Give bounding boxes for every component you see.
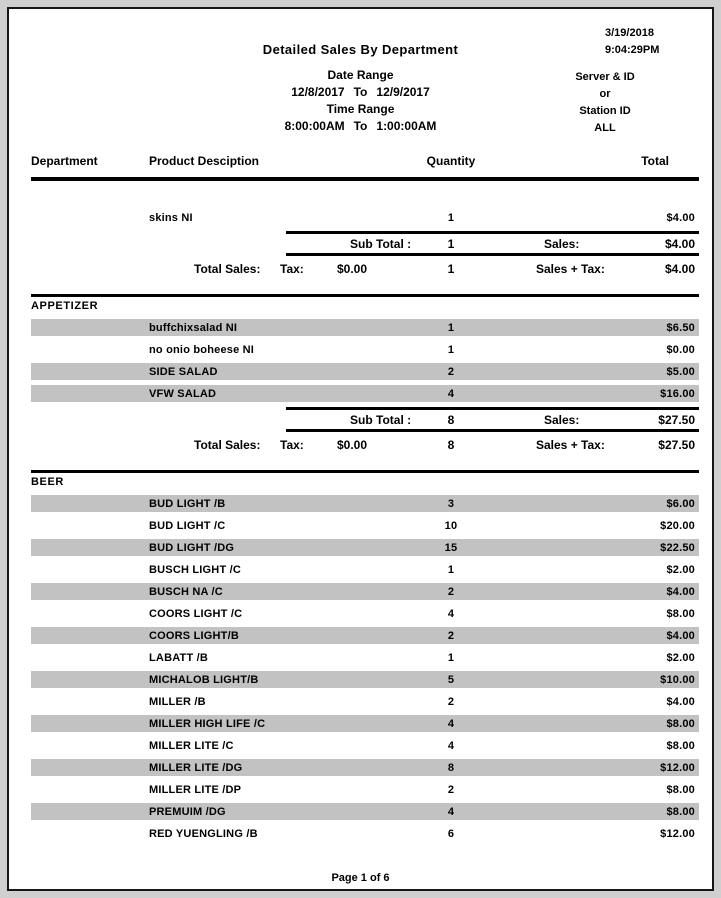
product-total: $4.00 xyxy=(666,211,695,224)
product-row xyxy=(31,693,699,710)
product-total: $5.00 xyxy=(666,365,695,378)
product-row xyxy=(31,561,699,578)
product-row xyxy=(31,583,699,600)
total-quantity: 8 xyxy=(447,438,455,452)
product-row xyxy=(31,495,699,512)
time-range-label: Time Range xyxy=(326,102,395,116)
product-total: $8.00 xyxy=(666,783,695,796)
or-label: or xyxy=(599,88,611,100)
product-row xyxy=(31,737,699,754)
header-rule xyxy=(31,177,699,181)
product-quantity: 15 xyxy=(444,541,458,554)
product-total: $8.00 xyxy=(666,739,695,752)
product-row xyxy=(31,825,699,842)
sales-plus-tax-amount: $27.50 xyxy=(658,438,695,452)
product-rows xyxy=(31,209,699,226)
subtotal-block xyxy=(31,407,699,456)
report-sections xyxy=(9,209,712,842)
product-name: MILLER /B xyxy=(149,695,206,708)
product-name: skins NI xyxy=(149,211,193,224)
product-rows xyxy=(31,495,699,842)
product-name: BUD LIGHT /DG xyxy=(149,541,235,554)
product-total: $8.00 xyxy=(666,805,695,818)
report-title: Detailed Sales By Department xyxy=(262,42,459,57)
product-total: $8.00 xyxy=(666,717,695,730)
product-quantity: 4 xyxy=(447,739,455,752)
sales-amount: $4.00 xyxy=(664,237,695,251)
product-total: $4.00 xyxy=(666,585,695,598)
product-name: PREMUIM /DG xyxy=(149,805,226,818)
product-name: BUD LIGHT /B xyxy=(149,497,226,510)
print-time: 9:04:29PM xyxy=(605,44,660,56)
product-total: $10.00 xyxy=(660,673,695,686)
product-name: MILLER LITE /DG xyxy=(149,761,243,774)
product-name: LABATT /B xyxy=(149,651,209,664)
product-total: $6.50 xyxy=(666,321,695,334)
sales-label: Sales: xyxy=(544,237,580,251)
product-name: VFW SALAD xyxy=(149,387,217,400)
department-section xyxy=(9,209,712,280)
product-quantity: 1 xyxy=(447,651,455,664)
product-quantity: 2 xyxy=(447,629,455,642)
product-quantity: 1 xyxy=(447,321,455,334)
product-total: $22.50 xyxy=(660,541,695,554)
product-row xyxy=(31,319,699,336)
subtotal-quantity: 1 xyxy=(447,237,455,251)
product-name: MILLER HIGH LIFE /C xyxy=(149,717,266,730)
total-sales-row xyxy=(31,438,699,456)
product-quantity: 1 xyxy=(447,211,455,224)
product-name: MICHALOB LIGHT/B xyxy=(149,673,259,686)
product-quantity: 8 xyxy=(447,761,455,774)
column-headers xyxy=(31,154,699,170)
product-row xyxy=(31,671,699,688)
product-name: COORS LIGHT /C xyxy=(149,607,243,620)
product-row xyxy=(31,363,699,380)
product-total: $4.00 xyxy=(666,695,695,708)
product-quantity: 3 xyxy=(447,497,455,510)
station-id-label: Station ID xyxy=(579,105,631,117)
col-department: Department xyxy=(31,154,98,168)
product-quantity: 10 xyxy=(444,519,458,532)
section-divider xyxy=(31,470,699,473)
sales-plus-tax-amount: $4.00 xyxy=(664,262,695,276)
product-total: $12.00 xyxy=(660,761,695,774)
product-name: MILLER LITE /C xyxy=(149,739,234,752)
department-name: APPETIZER xyxy=(31,300,99,312)
product-row xyxy=(31,649,699,666)
section-divider xyxy=(31,294,699,297)
total-sales-label: Total Sales: xyxy=(194,438,261,452)
product-row xyxy=(31,803,699,820)
product-total: $20.00 xyxy=(660,519,695,532)
product-row xyxy=(31,781,699,798)
product-total: $2.00 xyxy=(666,651,695,664)
date-to: 12/9/2017 xyxy=(376,85,430,99)
product-name: SIDE SALAD xyxy=(149,365,218,378)
time-to: 1:00:00AM xyxy=(376,119,437,133)
subtotal-block xyxy=(31,231,699,280)
col-total: Total xyxy=(641,154,669,168)
time-from: 8:00:00AM xyxy=(284,119,345,133)
report-page xyxy=(7,7,714,891)
sales-plus-tax-label: Sales + Tax: xyxy=(536,262,605,276)
product-quantity: 5 xyxy=(447,673,455,686)
tax-label: Tax: xyxy=(280,262,304,276)
product-quantity: 1 xyxy=(447,563,455,576)
product-quantity: 2 xyxy=(447,585,455,598)
subtotal-label: Sub Total : xyxy=(350,237,412,251)
col-product-description: Product Desciption xyxy=(149,154,260,168)
date-from: 12/8/2017 xyxy=(291,85,345,99)
sales-label: Sales: xyxy=(544,413,580,427)
product-total: $16.00 xyxy=(660,387,695,400)
date-to-word: To xyxy=(353,85,368,99)
product-quantity: 2 xyxy=(447,783,455,796)
product-quantity: 1 xyxy=(447,343,455,356)
product-quantity: 2 xyxy=(447,695,455,708)
department-name: BEER xyxy=(31,476,64,488)
department-section xyxy=(9,294,712,456)
product-name: MILLER LITE /DP xyxy=(149,783,242,796)
product-row xyxy=(31,539,699,556)
page-number: Page 1 of 6 xyxy=(331,872,390,884)
print-date: 3/19/2018 xyxy=(605,27,654,39)
product-row xyxy=(31,341,699,358)
product-rows xyxy=(31,319,699,402)
sales-amount: $27.50 xyxy=(658,413,695,427)
total-sales-row xyxy=(31,262,699,280)
tax-amount: $0.00 xyxy=(337,438,368,452)
product-name: COORS LIGHT/B xyxy=(149,629,239,642)
subtotal-label: Sub Total : xyxy=(350,413,412,427)
department-section xyxy=(9,470,712,842)
product-name: buffchixsalad NI xyxy=(149,321,238,334)
total-quantity: 1 xyxy=(447,262,455,276)
product-row xyxy=(31,759,699,776)
product-row xyxy=(31,517,699,534)
product-total: $12.00 xyxy=(660,827,695,840)
total-sales-label: Total Sales: xyxy=(194,262,261,276)
time-to-word: To xyxy=(353,119,368,133)
product-total: $4.00 xyxy=(666,629,695,642)
server-id-label: Server & ID xyxy=(575,71,635,83)
product-row xyxy=(31,209,699,226)
product-quantity: 4 xyxy=(447,387,455,400)
product-quantity: 4 xyxy=(447,805,455,818)
product-name: BUSCH LIGHT /C xyxy=(149,563,242,576)
date-range-label: Date Range xyxy=(327,68,394,82)
product-row xyxy=(31,715,699,732)
product-quantity: 4 xyxy=(447,717,455,730)
product-name: no onio boheese NI xyxy=(149,343,255,356)
sales-plus-tax-label: Sales + Tax: xyxy=(536,438,605,452)
product-quantity: 6 xyxy=(447,827,455,840)
product-name: BUD LIGHT /C xyxy=(149,519,226,532)
report-header xyxy=(9,9,712,154)
col-quantity: Quantity xyxy=(426,154,476,168)
station-id-value: ALL xyxy=(594,122,616,134)
product-total: $0.00 xyxy=(666,343,695,356)
product-row xyxy=(31,627,699,644)
product-row xyxy=(31,605,699,622)
subtotal-quantity: 8 xyxy=(447,413,455,427)
server-station-block xyxy=(546,69,664,137)
product-total: $2.00 xyxy=(666,563,695,576)
product-name: RED YUENGLING /B xyxy=(149,827,258,840)
subtotal-row xyxy=(286,231,699,256)
product-name: BUSCH NA /C xyxy=(149,585,223,598)
product-quantity: 4 xyxy=(447,607,455,620)
tax-label: Tax: xyxy=(280,438,304,452)
product-total: $6.00 xyxy=(666,497,695,510)
product-quantity: 2 xyxy=(447,365,455,378)
subtotal-row xyxy=(286,407,699,432)
product-total: $8.00 xyxy=(666,607,695,620)
product-row xyxy=(31,385,699,402)
tax-amount: $0.00 xyxy=(337,262,368,276)
